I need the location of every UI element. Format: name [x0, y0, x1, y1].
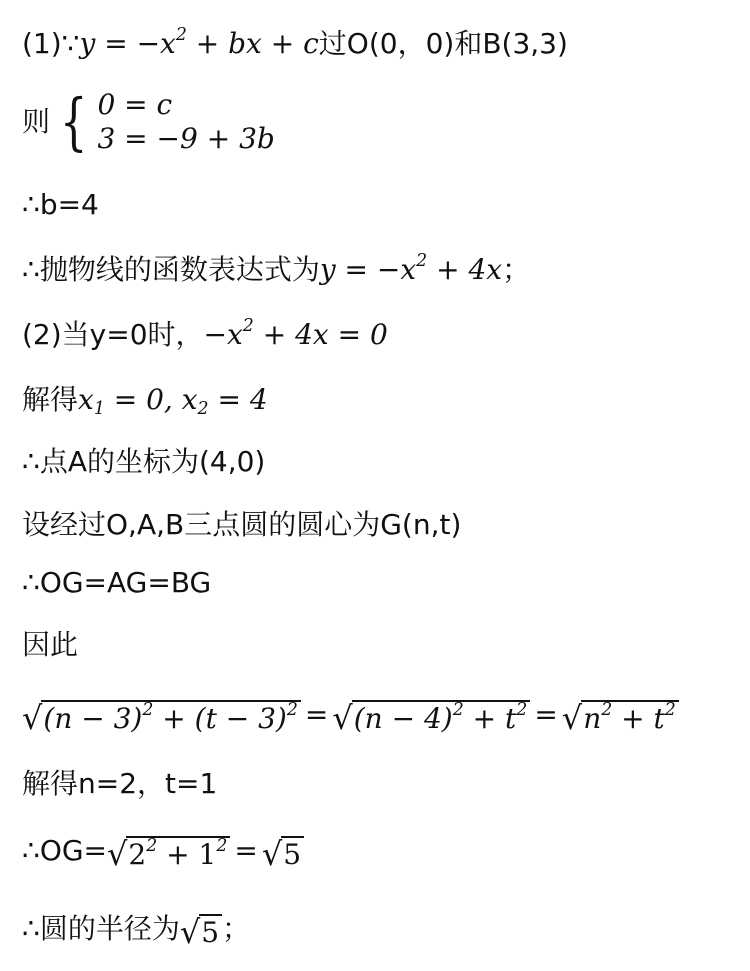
system-row-2: 3 = −9 + 3b — [97, 122, 275, 155]
line-1-text: 过O(0，0)和B(3,3) — [318, 27, 568, 60]
line-6-formula — [78, 383, 268, 420]
radical-radius — [179, 912, 222, 951]
r2-exp-b: 2 — [516, 699, 528, 720]
radical-2-body — [352, 700, 531, 734]
line-7: ∴点A的坐标为(4,0) — [22, 445, 266, 478]
line-4-tail: ； — [502, 253, 531, 286]
line-6 — [22, 383, 740, 420]
line-4-formula — [319, 250, 503, 286]
line-4-label: ∴抛物线的函数表达式为 — [22, 253, 320, 286]
line-1-formula — [79, 24, 319, 60]
radical-og-body — [126, 836, 230, 870]
line-12: 解得n=2，t=1 — [22, 767, 218, 800]
line-13-formula — [107, 834, 304, 873]
radical-2 — [332, 698, 530, 737]
system-row-1: 0 = c — [97, 88, 173, 121]
line-4 — [22, 250, 740, 287]
left-brace-icon: { — [59, 85, 88, 158]
r2-term-a: (n − 4) — [353, 701, 453, 735]
radical-3 — [561, 698, 679, 737]
line-5-expr: −x — [203, 318, 243, 351]
og-exp-a: 2 — [146, 835, 158, 856]
radical-3-body — [581, 700, 679, 734]
radical-1 — [22, 698, 301, 737]
line-5 — [22, 315, 740, 352]
line-8: 设经过O,A,B三点圆的圆心为G(n,t) — [22, 508, 462, 541]
line-5-expr-rest: + 4x = 0 — [253, 318, 388, 351]
og-term-a: 2 — [128, 837, 147, 871]
line-1-label: (1)∵ — [22, 27, 80, 60]
line-1-expr: y = −x — [79, 27, 176, 60]
line-1 — [22, 24, 740, 61]
x2-var: x — [181, 383, 198, 416]
sqrt-icon: √ — [22, 698, 43, 737]
line-4-expr-rest: + 4x — [427, 253, 503, 286]
line-14-tail: ； — [222, 912, 251, 945]
line-1-expr-rest: + bx + c — [186, 27, 319, 60]
line-4-expr: y = −x — [319, 253, 417, 286]
line-3: ∴b=4 — [22, 188, 99, 221]
r1-exp-a: 2 — [142, 699, 154, 720]
sqrt-icon: √ — [179, 912, 201, 951]
radical-five-body: 5 — [281, 836, 304, 870]
line-14 — [22, 912, 740, 951]
x1-value: = 0, — [104, 383, 182, 416]
line-2-label: 则 — [22, 105, 51, 138]
line-5-label: (2)当y=0时， — [22, 318, 204, 351]
equals-1: = — [304, 698, 329, 731]
equals-og: = — [234, 834, 258, 867]
line-5-exponent: 2 — [242, 315, 254, 336]
x1-var: x — [78, 383, 94, 416]
sqrt-icon: √ — [107, 834, 128, 873]
r3-exp-b: 2 — [664, 699, 676, 720]
x2-sub: 2 — [197, 399, 209, 420]
radical-og — [107, 834, 230, 873]
system-rows — [97, 88, 274, 156]
radical-radius-body: 5 — [199, 914, 222, 948]
x2-value: = 4 — [208, 383, 268, 416]
x1-sub: 1 — [93, 399, 105, 420]
r3-term-b: + t — [612, 701, 665, 735]
line-1-exponent: 2 — [175, 24, 187, 45]
radical-five — [261, 834, 304, 873]
r1-exp-b: 2 — [286, 699, 298, 720]
line-2 — [22, 85, 740, 158]
line-11 — [22, 698, 740, 737]
line-4-exponent: 2 — [416, 250, 428, 271]
og-term-b: + 1 — [157, 837, 217, 871]
line-5-formula — [203, 315, 388, 351]
radical-1-body — [41, 700, 301, 734]
r2-exp-a: 2 — [452, 699, 464, 720]
sqrt-icon: √ — [561, 698, 583, 737]
line-14-label: ∴圆的半径为 — [22, 912, 180, 945]
equals-2: = — [534, 698, 558, 731]
r1-term-b: + (t − 3) — [153, 701, 287, 735]
line-10: 因此 — [22, 628, 79, 661]
r3-term-a: n — [583, 701, 602, 735]
equation-system — [22, 85, 275, 158]
line-13 — [22, 834, 740, 873]
r3-exp-a: 2 — [601, 699, 613, 720]
r2-term-b: + t — [463, 701, 517, 735]
line-9: ∴OG=AG=BG — [22, 566, 212, 599]
sqrt-icon: √ — [261, 834, 283, 873]
r1-term-a: (n − 3) — [43, 701, 143, 735]
line-14-formula — [179, 912, 222, 951]
line-13-label: ∴OG= — [22, 834, 108, 867]
line-6-label: 解得 — [22, 383, 79, 416]
og-exp-b: 2 — [216, 835, 228, 856]
sqrt-icon: √ — [332, 698, 353, 737]
